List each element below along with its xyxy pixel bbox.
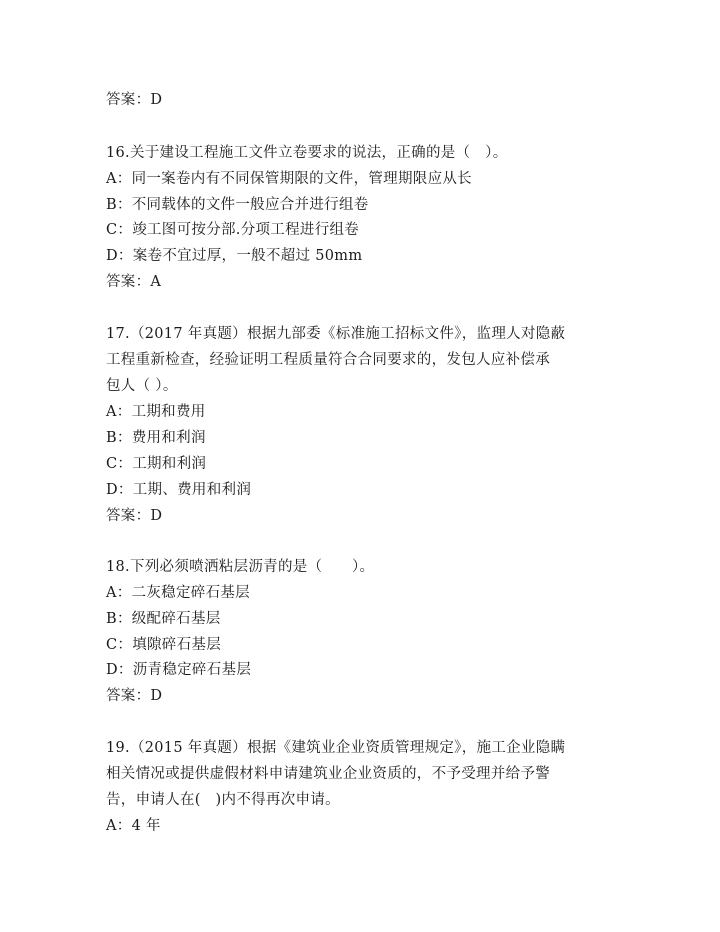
question-18-stem: 18.下列必须喷洒粘层沥青的是（ ）。 [106, 559, 375, 575]
question-18-option-c: C：填隙碎石基层 [106, 637, 221, 653]
question-19-stem-line-3: 告，申请人在( )内不得再次申请。 [106, 792, 340, 808]
question-16-option-d: D：案卷不宜过厚，一般不超过 50mm [106, 248, 363, 264]
question-17-answer: 答案：D [106, 508, 163, 524]
question-18-answer: 答案：D [106, 688, 163, 704]
question-17-option-c: C：工期和利润 [106, 456, 207, 472]
question-18-option-b: B：级配碎石基层 [106, 611, 221, 627]
question-16-option-c: C：竣工图可按分部.分项工程进行组卷 [106, 222, 360, 238]
answer-15: 答案：D [106, 92, 163, 108]
question-17-option-a: A：工期和费用 [106, 404, 206, 420]
question-18-option-a: A：二灰稳定碎石基层 [106, 585, 250, 601]
question-17-stem-line-1: 17.（2017 年真题）根据九部委《标准施工招标文件》，监理人对隐蔽 [106, 326, 566, 342]
question-16-option-b: B：不同载体的文件一般应合并进行组卷 [106, 197, 369, 213]
question-16-option-a: A：同一案卷内有不同保管期限的文件，管理期限应从长 [106, 171, 472, 187]
question-19-option-a: A：4 年 [106, 818, 161, 834]
question-17-option-b: B：费用和利润 [106, 430, 206, 446]
question-17-stem-line-3: 包人（ ）。 [106, 378, 178, 394]
question-17-option-d: D：工期、费用和利润 [106, 482, 252, 498]
question-19-stem-line-2: 相关情况或提供虚假材料申请建筑业企业资质的，不予受理并给予警 [106, 766, 550, 782]
question-16-answer: 答案：A [106, 274, 162, 290]
question-17-stem-line-2: 工程重新检查，经验证明工程质量符合合同要求的，发包人应补偿承 [106, 352, 550, 368]
question-16-stem: 16.关于建设工程施工文件立卷要求的说法，正确的是（ ）。 [106, 145, 508, 161]
question-19-stem-line-1: 19.（2015 年真题）根据《建筑业企业资质管理规定》，施工企业隐瞒 [106, 740, 566, 756]
question-18-option-d: D：沥青稳定碎石基层 [106, 662, 252, 678]
